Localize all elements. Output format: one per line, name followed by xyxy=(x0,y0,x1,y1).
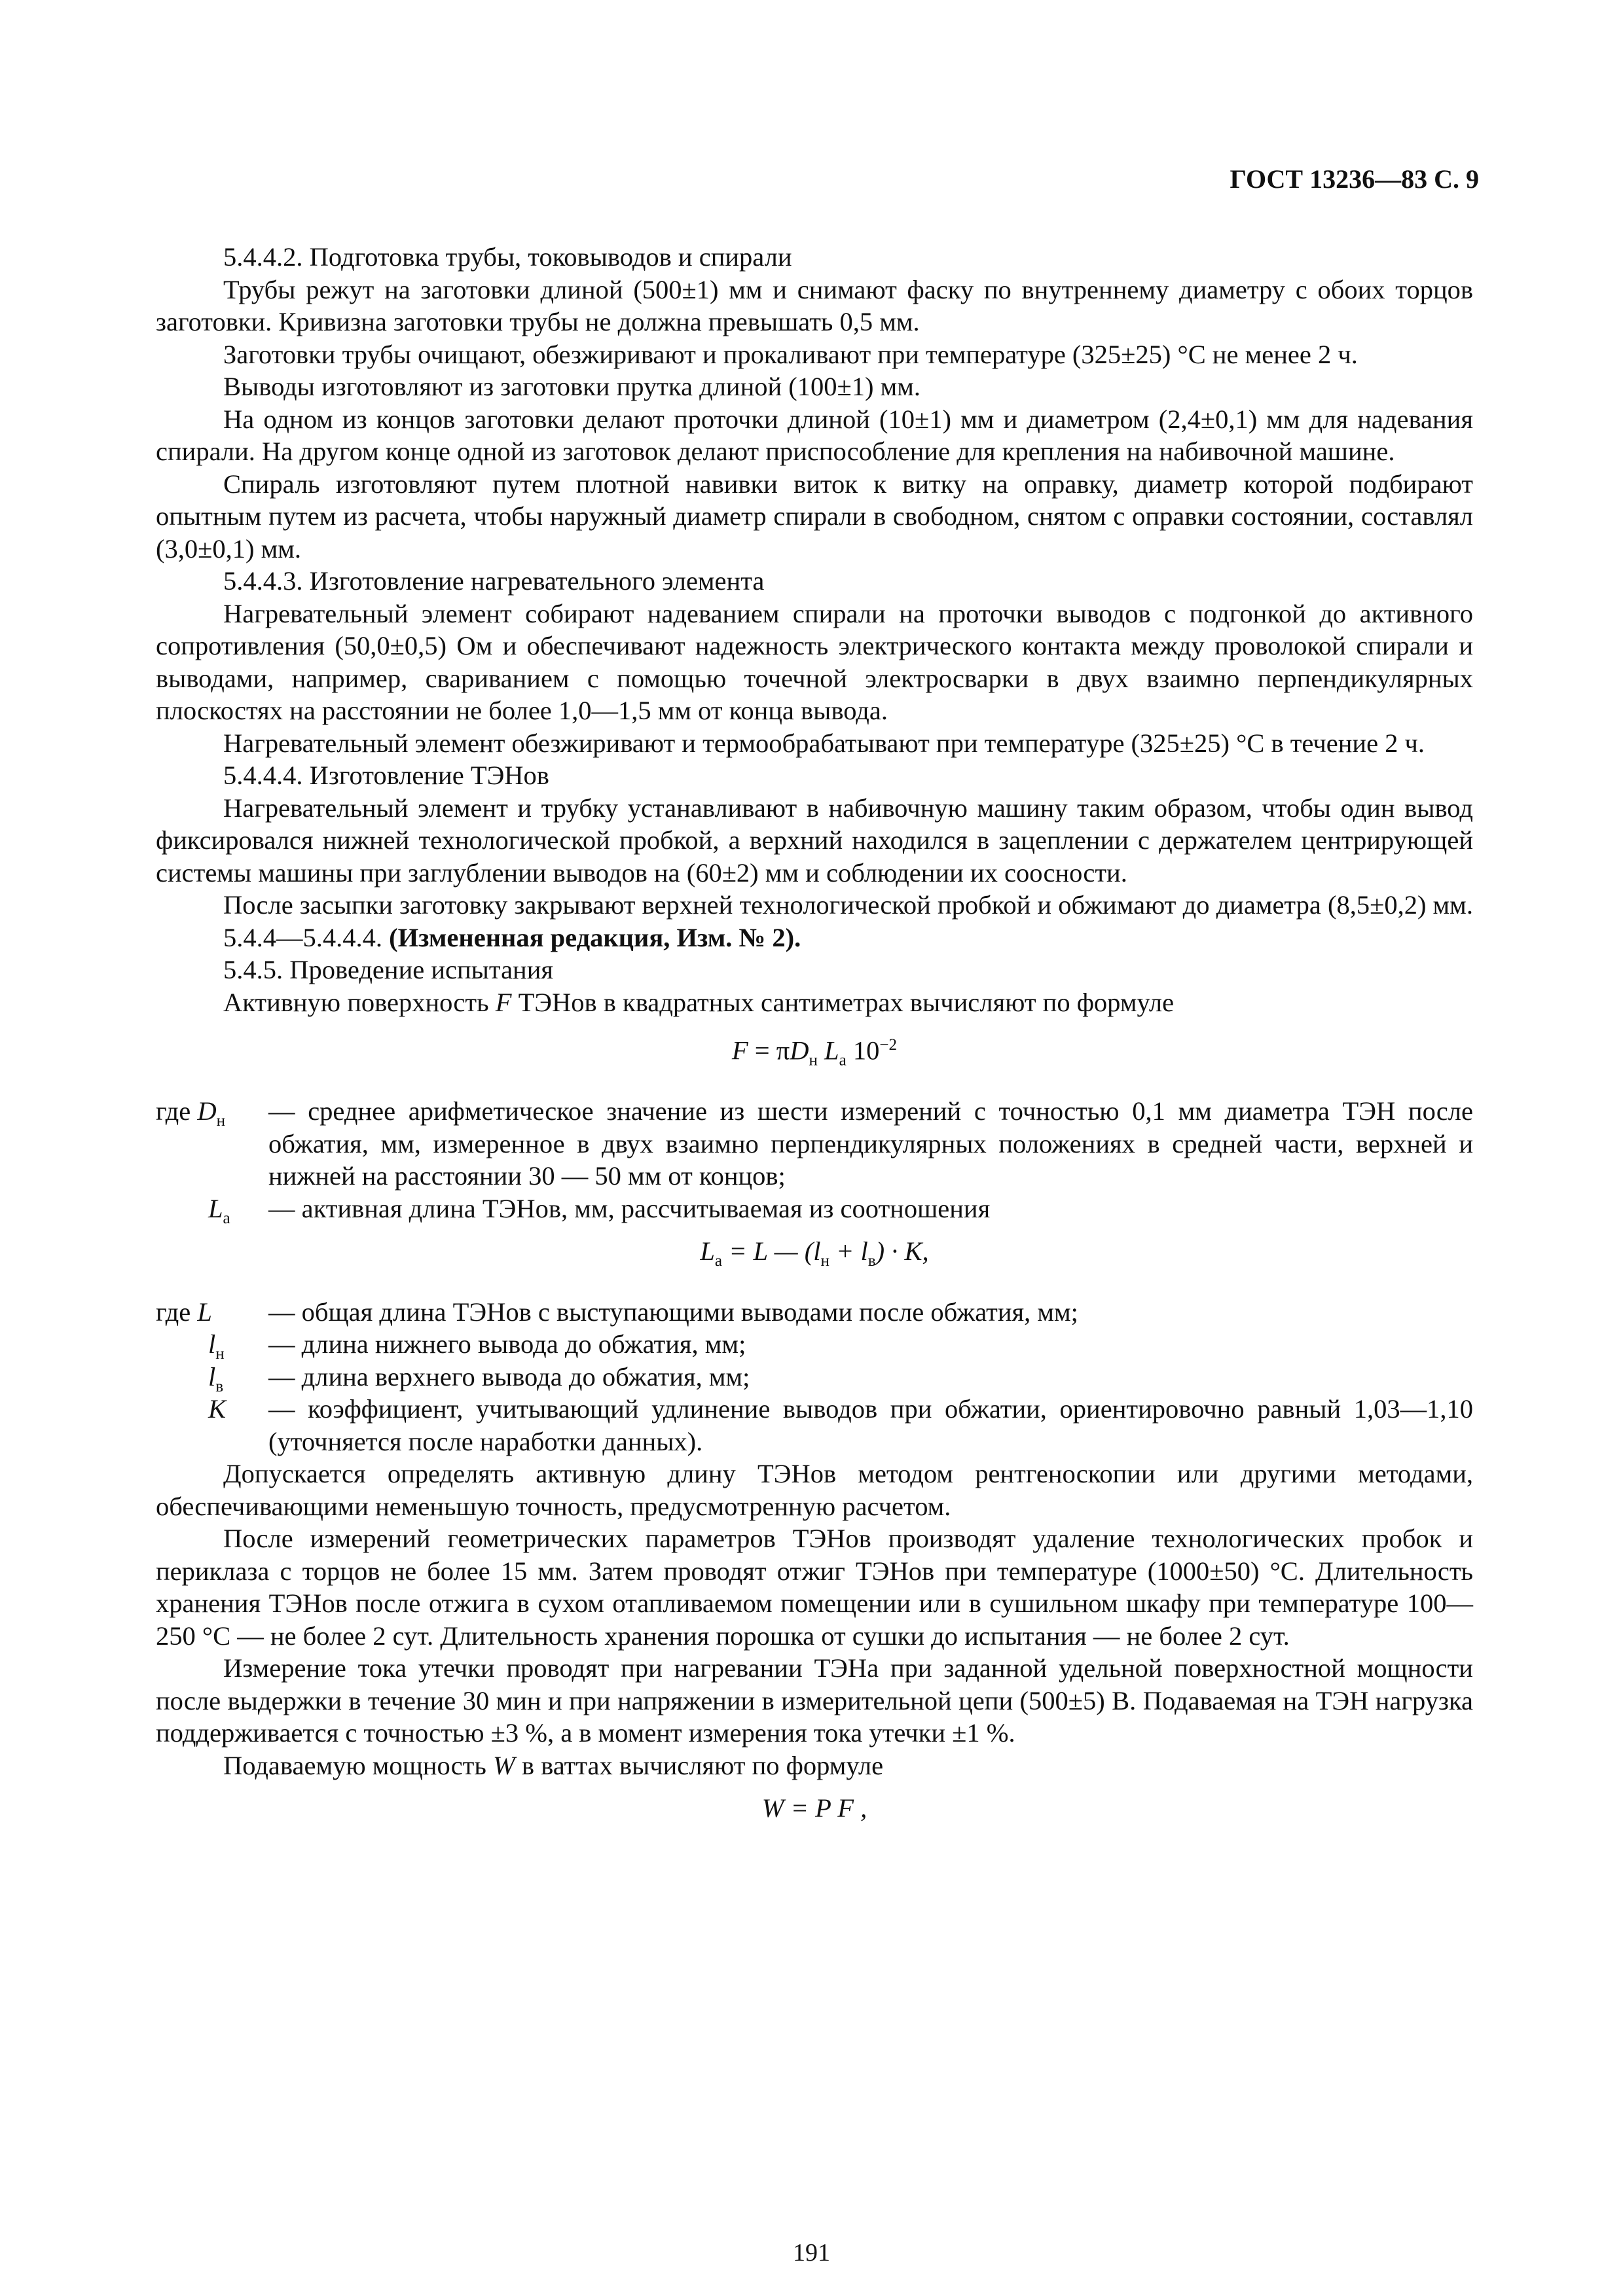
formula-power: W = P F , xyxy=(761,1793,867,1823)
amendment-range: 5.4.4—5.4.4.4. xyxy=(223,922,390,952)
section-5-4-4-4-title: 5.4.4.4. Изготовление ТЭНов xyxy=(223,761,549,790)
paragraph: Измерение тока утечки проводят при нагревании ТЭНа при заданной удельной поверхностной мощности после выдержки в течение 30 мин и при напряжении в измерительной цепи (500±5) В. Подаваемая на ТЭН нагрузка поддерживается с точностью ±3 %, а в момент измерения тока утечки ±1 %. xyxy=(156,1653,1473,1748)
formula-surface-area: $F = \pi D_н$ $L_а$ $10^{-2}$ xyxy=(731,1035,898,1069)
page-number: 191 xyxy=(793,2239,830,2267)
formula-active-length: $L_а = L$ — $(l_н + l_в) \cdot K$, xyxy=(700,1236,929,1270)
amendment-note xyxy=(156,922,1473,954)
definition-la: $L_а$ — активная длина ТЭНов, мм, рассчитываемая из соотношения xyxy=(208,1193,991,1227)
definition-l: где L — общая длина ТЭНов с выступающими выводами после обжатия, мм; xyxy=(156,1297,1078,1327)
page-header: ГОСТ 13236—83 С. 9 xyxy=(1230,164,1479,194)
amendment-text: (Измененная редакция, Изм. № 2). xyxy=(389,922,801,952)
definition-lv: $l_в$ — длина верхнего вывода до обжатия, мм; xyxy=(208,1361,750,1395)
section-5-4-4-3-title: 5.4.4.3. Изготовление нагревательного элемента xyxy=(223,566,765,596)
paragraph: После засыпки заготовку закрывают верхней технологической пробкой и обжимают до диаметра (8,5±0,2) мм. xyxy=(223,890,1473,920)
paragraph: Нагревательный элемент собирают надеванием спирали на проточки выводов с подгонкой до активного сопротивления (50,0±0,5) Ом и обеспечивают надежность электрического контакта между проволокой спирали и выводами, например, свариванием с помощью точечной электросварки в двух взаимно перпендикулярных плоскостях на расстоянии не более 1,0—1,5 мм от конца вывода. xyxy=(156,598,1473,725)
paragraph: Подаваемую мощность W в ваттах вычисляют по формуле xyxy=(223,1750,884,1780)
paragraph: Заготовки трубы очищают, обезжиривают и прокаливают при температуре (325±25) °С не менее 2 ч. xyxy=(223,339,1358,369)
paragraph: Спираль изготовляют путем плотной навивки виток к витку на оправку, диаметр которой подбирают опытным путем из расчета, чтобы наружный диаметр спирали в свободном, снятом с оправки состоянии, составлял (3,0±0,1) мм. xyxy=(156,469,1473,564)
definition-dn: где $D_н$ — среднее арифметическое значение из шести измерений с точностью 0,1 мм диаметра ТЭН после обжатия, мм, измеренное в двух взаимно перпендикулярных положениях в средней части, верхней и нижней на расстоянии 30 — 50 мм от концов; xyxy=(156,1096,1473,1191)
symbol-w: W xyxy=(492,1750,515,1780)
document-body xyxy=(156,241,1473,1843)
paragraph: Трубы режут на заготовки длиной (500±1) мм и снимают фаску по внутреннему диаметру с обоих торцов заготовки. Кривизна заготовки трубы не должна превышать 0,5 мм. xyxy=(156,274,1473,336)
paragraph: Нагревательный элемент обезжиривают и термообрабатывают при температуре (325±25) °С в течение 2 ч. xyxy=(223,728,1425,758)
paragraph: Активную поверхность F ТЭНов в квадратных сантиметрах вычисляют по формуле xyxy=(223,987,1175,1017)
definition-ln: $l_н$ — длина нижнего вывода до обжатия, мм; xyxy=(208,1329,746,1363)
paragraph: На одном из концов заготовки делают проточки длиной (10±1) мм и диаметром (2,4±0,1) мм для надевания спирали. На другом конце одной из заготовок делают приспособление для крепления на набивочной машине. xyxy=(156,404,1473,466)
definition-k: K — коэффициент, учитывающий удлинение выводов при обжатии, ориентировочно равный 1,03—1,10 (уточняется после наработки данных). xyxy=(208,1394,1473,1456)
paragraph: После измерений геометрических параметров ТЭНов производят удаление технологических пробок и периклаза с торцов не более 15 мм. Затем проводят отжиг ТЭНов при температуре (1000±50) °С. Длительность хранения ТЭНов после отжига в сухом отапливаемом помещении или в сушильном шкафу при температуре 100—250 °С — не более 2 сут. Длительность хранения порошка от сушки до испытания — не более 2 сут. xyxy=(156,1524,1473,1651)
paragraph: Допускается определять активную длину ТЭНов методом рентгеноскопии или другими методами, обеспечивающими неменьшую точность, предусмотренную расчетом. xyxy=(156,1459,1473,1521)
symbol-f: F xyxy=(495,987,512,1017)
section-5-4-5-title: 5.4.5. Проведение испытания xyxy=(223,955,554,984)
paragraph: Нагревательный элемент и трубку устанавливают в набивочную машину таким образом, чтобы один вывод фиксировался нижней технологической пробкой, а верхний находился в зацеплении с держателем центрирующей системы машины при заглублении выводов на (60±2) мм и соблюдении их соосности. xyxy=(156,793,1473,888)
section-5-4-4-2-title: 5.4.4.2. Подготовка трубы, токовыводов и спирали xyxy=(223,242,792,272)
paragraph: Выводы изготовляют из заготовки прутка длиной (100±1) мм. xyxy=(223,372,921,401)
